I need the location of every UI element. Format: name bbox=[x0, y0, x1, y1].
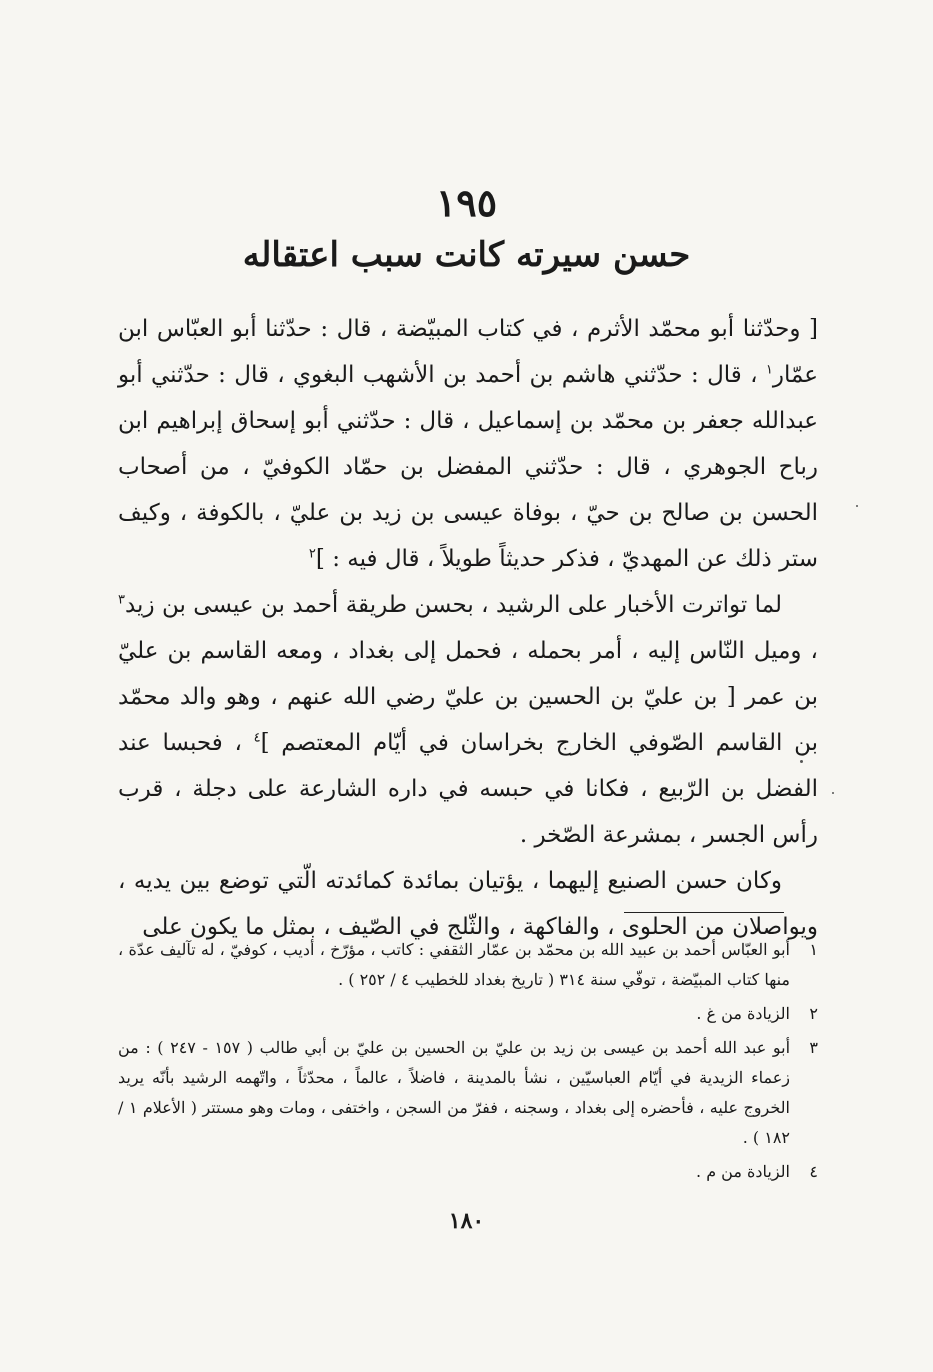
footnotes bbox=[118, 935, 818, 1191]
footnote-2 bbox=[118, 999, 818, 1029]
footnote-3 bbox=[118, 1033, 818, 1153]
page-number: ١٨٠ bbox=[448, 1208, 485, 1234]
paragraph-1-part-a: [ وحدّثنا أبو محمّد الأثرم ، في كتاب المبيّضة ، قال : حدّثنا أبو العبّاس ابن عمّار bbox=[118, 316, 818, 388]
chapter-title: حسن سيرته كانت سبب اعتقاله bbox=[242, 235, 691, 275]
footnote-ref-3: ٣ bbox=[118, 592, 125, 608]
footnote-text: أبو العبّاس أحمد بن عبيد الله بن محمّد بن عمّار الثقفي : كاتب ، مؤرّخ ، أديب ، كوفيّ ، له تآليف عدّة ، منها كتاب المبيّضة ، توفّي سنة ٣١٤ ( تاريخ بغداد للخطيب ٤ / ٢٥٢ ) . bbox=[118, 940, 790, 989]
footnote-1 bbox=[118, 935, 818, 995]
paragraph-2 bbox=[118, 582, 818, 858]
paragraph-2-part-c: ، فحبسا عند الفضل بن الرّبيع ، فكانا في حبسه في داره الشارعة على دجلة ، قرب رأس الجسر ، بمشرعة الصّخر . bbox=[118, 730, 818, 848]
chapter-number: ١٩٥ bbox=[435, 180, 498, 225]
footnote-ref-2: ٢ bbox=[308, 546, 316, 562]
footnote-number: ٤ bbox=[809, 1162, 818, 1181]
paragraph-1-part-b: ، قال : حدّثني هاشم بن أحمد بن الأشهب البغوي ، قال : حدّثني أبو عبدالله جعفر بن محمّد بن إسماعيل ، قال : حدّثني أبو إسحاق إبراهيم ابن رباح الجوهري ، قال : حدّثني المفضل بن حمّاد الكوفيّ ، من أصحاب الحسن بن صالح بن حيّ ، بوفاة عيسى بن زيد بن عليّ ، بالكوفة ، وكيف ستر ذلك عن المهديّ ، فذكر حديثاً طويلاً ، قال فيه : ] bbox=[118, 362, 818, 572]
footnote-4 bbox=[118, 1157, 818, 1187]
paragraph-3: وكان حسن الصنيع إليهما ، يؤتيان بمائدة كمائدته الّتي توضع بين يديه ، ويواصلان من الحلوى ، والفاكهة ، والثّلج في الصّيف ، بمثل ما يكون على bbox=[118, 868, 818, 940]
footnote-text: أبو عبد الله أحمد بن عيسى بن زيد بن عليّ بن الحسين بن عليّ بن أبي طالب ( ١٥٧ - ٢٤٧ ) : من زعماء الزيدية في أيّام العباسيّين ، نشأ بالمدينة ، فاضلاً ، عالماً ، محدّثاً ، واتّهمه الرشيد بأنّه يريد الخروج عليه ، فأحضره إلى بغداد ، وسجنه ، ففرّ من السجن ، واختفى ، ومات وهو مستتر ( الأعلام ١ / ١٨٢ ) . bbox=[118, 1038, 791, 1147]
paper-speck bbox=[832, 792, 834, 794]
paper-speck bbox=[800, 760, 803, 763]
footnote-separator bbox=[624, 912, 784, 913]
footnote-ref-4: ٤ bbox=[253, 730, 261, 746]
paragraph-2-part-b: ، وميل النّاس إليه ، أمر بحمله ، فحمل إلى بغداد ، ومعه القاسم بن عليّ بن عمر [ بن عليّ بن الحسين بن عليّ رضي الله عنهم ، وهو والد محمّد بن القاسم الصّوفي الخارج بخراسان في أيّام المعتصم ] bbox=[118, 638, 818, 756]
main-text bbox=[118, 306, 818, 950]
footnote-text: الزيادة من م . bbox=[696, 1162, 790, 1181]
footnote-ref-1: ١ bbox=[765, 362, 773, 378]
footnote-text: الزيادة من غ . bbox=[696, 1004, 790, 1023]
footnote-number: ٢ bbox=[809, 1004, 818, 1023]
paragraph-2-part-a: لما تواترت الأخبار على الرشيد ، بحسن طريقة أحمد بن عيسى بن زيد bbox=[124, 592, 782, 618]
footnote-number: ٣ bbox=[809, 1038, 818, 1057]
footnote-number: ١ bbox=[809, 940, 818, 959]
paper-speck bbox=[856, 505, 858, 507]
paragraph-1 bbox=[118, 306, 818, 582]
